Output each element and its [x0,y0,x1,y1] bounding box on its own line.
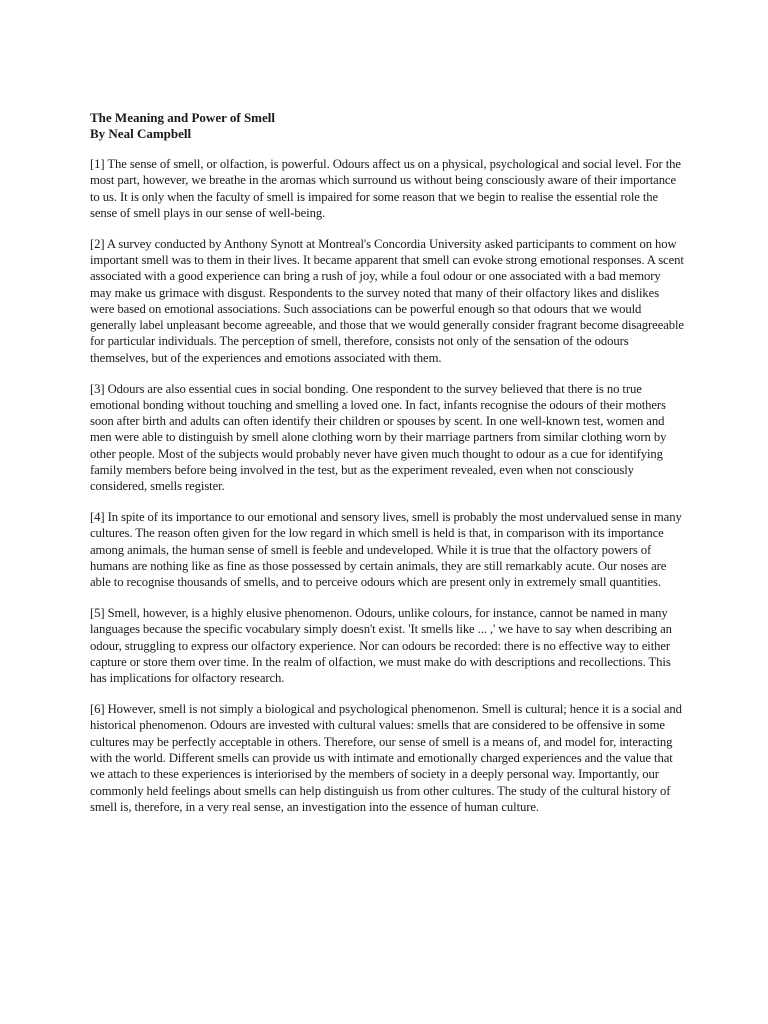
paragraph-3: [3] Odours are also essential cues in social bonding. One respondent to the survey believed that there is no true emotional bonding without touching and smelling a loved one. In fact, infants recognise the odours of their mothers soon after birth and adults can often identify their children or spouses by scent. In one well-known test, women and men were able to distinguish by smell alone clothing worn by their marriage partners from similar clothing worn by other people. Most of the subjects would probably never have given much thought to odour as a cue for identifying family members before being involved in the test, but as the experiment revealed, even when not consciously considered, smells register. [90,381,667,494]
document-page [90,110,685,830]
paragraph-6: [6] However, smell is not simply a biological and psychological phenomenon. Smell is cultural; hence it is a social and historical phenomenon. Odours are invested with cultural values: smells that are considered to be offensive in some cultures may be perfectly acceptable in others. Therefore, our sense of smell is a means of, and model for, interacting with the world. Different smells can provide us with intimate and emotionally charged experiences and the value that we attach to these experiences is interiorised by the members of society in a deeply personal way. Importantly, our commonly held feelings about smells can help distinguish us from other cultures. The study of the cultural history of smell is, therefore, in a very real sense, an investigation into the essence of human culture. [90,702,682,814]
paragraph-4: [4] In spite of its importance to our emotional and sensory lives, smell is probably the most undervalued sense in many cultures. The reason often given for the low regard in which smell is held is that, in comparison with its importance among animals, the human sense of smell is feeble and undeveloped. While it is true that the olfactory powers of humans are nothing like as fine as those possessed by certain animals, they are still remarkably acute. Our noses are able to recognise thousands of smells, and to perceive odours which are present only in extremely small quantities. [90,510,682,590]
paragraph-1: [1] The sense of smell, or olfaction, is powerful. Odours affect us on a physical, psychological and social level. For the most part, however, we breathe in the aromas which surround us without being consciously aware of their importance to us. It is only when the faculty of smell is impaired for some reason that we begin to realise the essential role the sense of smell plays in our sense of well-being. [90,157,681,220]
paragraph-2: [2] A survey conducted by Anthony Synott at Montreal's Concordia University asked participants to comment on how important smell was to them in their lives. It became apparent that smell can evoke strong emotional responses. A scent associated with a good experience can bring a rush of joy, while a foul odour or one associated with a bad memory may make us grimace with disgust. Respondents to the survey noted that many of their olfactory likes and dislikes were based on emotional associations. Such associations can be powerful enough so that odours that we would generally label unpleasant become agreeable, and those that we would generally consider fragrant become disagreeable for particular individuals. The perception of smell, therefore, consists not only of the sensation of the odours themselves, but of the experiences and emotions associated with them. [90,236,684,365]
document-byline: By Neal Campbell [90,126,192,141]
document-header [90,110,685,142]
paragraph-5: [5] Smell, however, is a highly elusive phenomenon. Odours, unlike colours, for instance, cannot be named in many languages because the specific vocabulary simply doesn't exist. 'It smells like ... ,' we have to say when describing an odour, struggling to express our olfactory experience. Nor can odours be recorded: there is no effective way to either capture or store them over time. In the realm of olfaction, we must make do with descriptions and recollections. This has implications for olfactory research. [90,606,672,686]
document-title: The Meaning and Power of Smell [90,110,276,125]
